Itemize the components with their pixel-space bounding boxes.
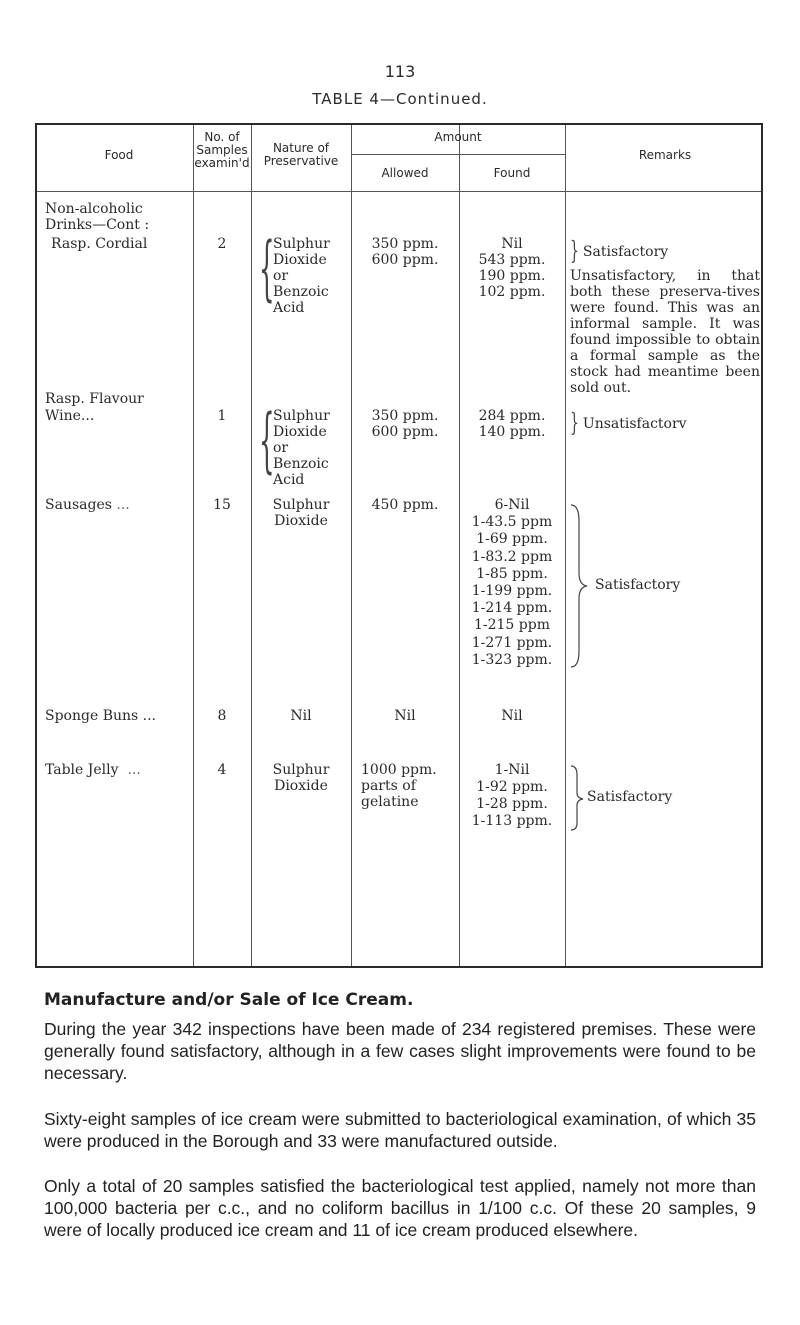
found-line: 1-28 ppm. bbox=[476, 796, 548, 812]
nature-sausages bbox=[251, 497, 351, 529]
found-line: 6-Nil bbox=[494, 497, 530, 513]
found-line: 1-92 ppm. bbox=[476, 779, 548, 795]
left-brace-icon: { bbox=[259, 227, 275, 309]
nature-line: Dioxide bbox=[273, 424, 327, 440]
found-line: 1-69 ppm. bbox=[476, 531, 548, 548]
nature-line: or bbox=[273, 268, 289, 284]
nature-line: Sulphur bbox=[273, 236, 330, 252]
nature-line: Acid bbox=[273, 300, 305, 316]
remark-rasp-cordial-1 bbox=[570, 237, 760, 267]
found-line: 1-214 ppm. bbox=[471, 600, 553, 617]
nature-line: Sulphur bbox=[272, 762, 330, 778]
found-rasp-cordial bbox=[459, 236, 565, 300]
header-nature: Nature of Preservative bbox=[263, 141, 339, 168]
header-found: Found bbox=[493, 166, 531, 180]
found-line: 1-271 ppm. bbox=[471, 634, 553, 651]
samples-sponge-buns: 8 bbox=[217, 708, 227, 724]
nature-table-jelly bbox=[251, 762, 351, 794]
allowed-line: 350 ppm. bbox=[371, 408, 439, 424]
allowed-line: 350 ppm. bbox=[371, 236, 439, 252]
nature-line: Benzoic bbox=[273, 456, 329, 472]
found-table-jelly bbox=[459, 762, 565, 830]
samples-rasp-cordial: 2 bbox=[217, 236, 227, 252]
found-rasp-wine bbox=[459, 408, 565, 440]
header-remarks: Remarks bbox=[638, 148, 692, 162]
remark-rasp-wine bbox=[570, 409, 760, 439]
found-sausages bbox=[459, 497, 565, 669]
nature-sponge-buns: Nil bbox=[290, 708, 312, 724]
allowed-sausages: 450 ppm. bbox=[371, 497, 439, 513]
food-rasp-flavour-wine-1: Rasp. Flavour bbox=[45, 391, 144, 407]
found-line: 1-323 ppm. bbox=[471, 651, 553, 668]
allowed-sponge-buns: Nil bbox=[394, 708, 416, 724]
header-samples: No. of Samples examin'd bbox=[194, 130, 250, 170]
samples-rasp-wine: 1 bbox=[217, 408, 227, 424]
nature-line: Acid bbox=[273, 472, 305, 488]
food-sponge-buns: Sponge Buns ... bbox=[45, 708, 157, 724]
found-sponge-buns: Nil bbox=[501, 708, 523, 724]
right-brace-icon: } bbox=[570, 409, 579, 439]
paragraph-bacteriological: Only a total of 20 samples satisfied the bacteriological test applied, namely not more than 100,000 bacteria per c.c., and no coliform bacillus in 1/100 c.c. Of these 20 samples, 9 were of locally produced ice cream and 11 of ice cream produced elsewhere. bbox=[44, 1176, 756, 1240]
found-line: 1-83.2 ppm bbox=[471, 548, 553, 565]
remark-text: Satisfactory bbox=[582, 244, 669, 260]
header-food: Food bbox=[104, 148, 134, 162]
allowed-line: parts of bbox=[361, 778, 416, 794]
allowed-rasp-cordial bbox=[351, 236, 459, 268]
found-line: 1-113 ppm. bbox=[471, 813, 553, 829]
allowed-line: 600 ppm. bbox=[371, 424, 439, 440]
nature-line: Benzoic bbox=[273, 284, 329, 300]
food-rasp-cordial: Rasp. Cordial bbox=[51, 236, 148, 252]
paragraph-inspections: During the year 342 inspections have been made of 234 registered premises. These were generally found satisfactory, although in a few cases slight improvements were found to be necessary. bbox=[44, 1019, 756, 1083]
food-name: Table Jelly bbox=[45, 762, 119, 778]
nature-line: or bbox=[273, 440, 289, 456]
paragraph-samples: Sixty-eight samples of ice cream were submitted to bacteriological examination, of which 35 were produced in the Borough and 33 were manufactured outside. bbox=[44, 1109, 756, 1151]
found-line: 1-215 ppm bbox=[473, 617, 550, 634]
preservatives-table bbox=[35, 123, 763, 968]
header-amount: Amount bbox=[434, 130, 482, 144]
header-divider bbox=[37, 191, 761, 192]
remark-table-jelly: Satisfactory bbox=[587, 789, 673, 805]
samples-sausages: 15 bbox=[213, 497, 231, 513]
found-line: 543 ppm. bbox=[478, 252, 546, 268]
allowed-line: 600 ppm. bbox=[371, 252, 439, 268]
food-sausages: Sausages ... bbox=[45, 497, 130, 513]
remark-rasp-cordial-2: Unsatisfactory, in that both these preserva-tives were found. This was an informal sample. It was found impossible to obtain a formal sample as the stock had meantime been sold out. bbox=[570, 268, 760, 396]
allowed-line: gelatine bbox=[361, 794, 419, 810]
page-number: 113 bbox=[384, 62, 416, 81]
food-name: Sausages bbox=[45, 497, 112, 513]
found-line: 1-85 ppm. bbox=[476, 565, 548, 582]
found-line: 102 ppm. bbox=[478, 284, 546, 300]
food-category-continued: Drinks—Cont : bbox=[45, 217, 150, 233]
allowed-table-jelly bbox=[351, 762, 469, 810]
table-caption: TABLE 4—Continued. bbox=[312, 90, 488, 108]
nature-line: Dioxide bbox=[273, 252, 327, 268]
found-line: 190 ppm. bbox=[478, 268, 546, 284]
remark-text: Unsatisfactorv bbox=[582, 416, 687, 432]
food-rasp-flavour-wine-2: Wine... bbox=[45, 408, 95, 424]
found-line: Nil bbox=[501, 236, 523, 252]
found-line: 1-Nil bbox=[494, 762, 530, 778]
food-table-jelly: Table Jelly ... bbox=[45, 762, 141, 778]
nature-line: Dioxide bbox=[274, 513, 328, 529]
right-brace-icon: } bbox=[570, 237, 579, 267]
found-line: 140 ppm. bbox=[478, 424, 546, 440]
nature-line: Dioxide bbox=[274, 778, 328, 794]
nature-line: Sulphur bbox=[273, 408, 330, 424]
header-allowed: Allowed bbox=[381, 166, 429, 180]
remark-sausages: Satisfactory bbox=[595, 577, 681, 593]
food-category-label: Non-alcoholic bbox=[45, 201, 143, 217]
found-line: 284 ppm. bbox=[478, 408, 546, 424]
found-line: 1-43.5 ppm bbox=[471, 514, 553, 531]
amount-divider bbox=[351, 154, 565, 155]
samples-table-jelly: 4 bbox=[217, 762, 227, 778]
left-brace-icon: { bbox=[259, 399, 275, 481]
nature-line: Sulphur bbox=[272, 497, 330, 513]
found-line: 1-199 ppm. bbox=[471, 583, 553, 600]
allowed-rasp-wine bbox=[351, 408, 459, 440]
section-heading: Manufacture and/or Sale of Ice Cream. bbox=[44, 990, 414, 1010]
allowed-line: 1000 ppm. bbox=[361, 762, 437, 778]
